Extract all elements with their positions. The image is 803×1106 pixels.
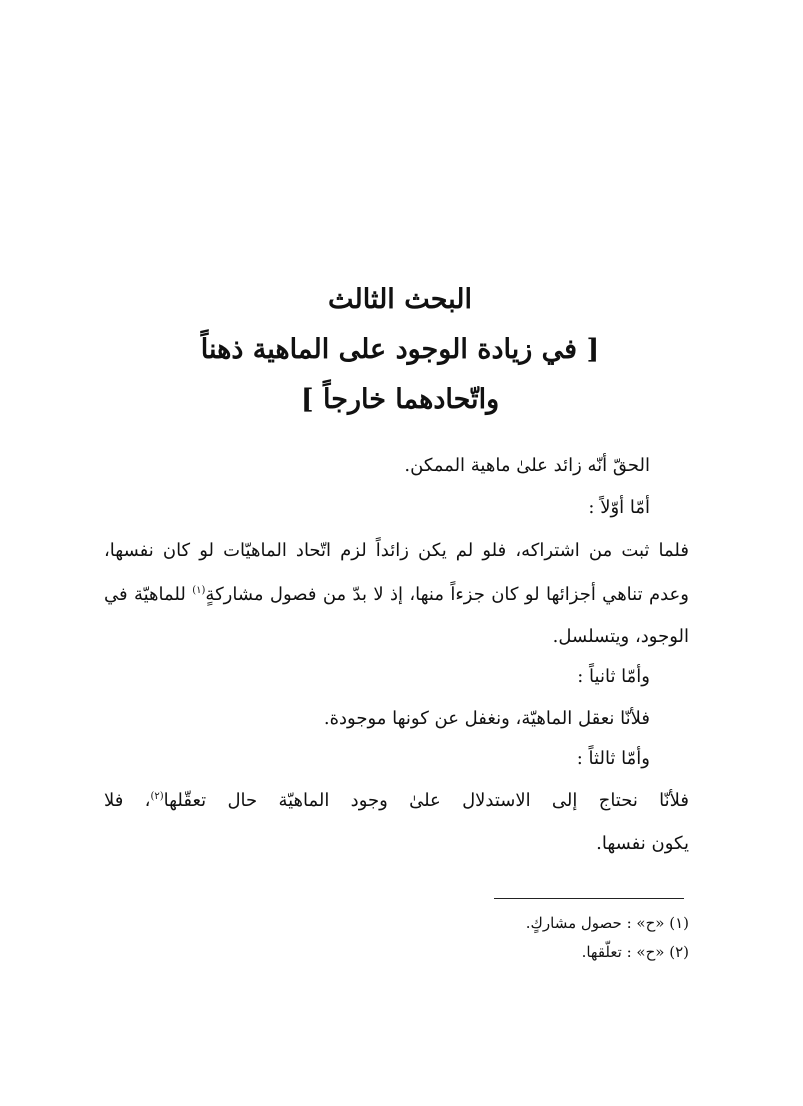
paragraph-first-line-1: فلما ثبت من اشتراكه، فلو لم يكن زائداً لزم اتّحاد الماهيّات لو كان نفسها، <box>104 540 689 561</box>
paragraph-thesis: الحقّ أنّه زائد علىٰ ماهية الممكن. <box>404 455 650 476</box>
footnote-1-number: (١) <box>669 914 689 932</box>
paragraph-first-line-3: الوجود، ويتسلسل. <box>552 626 689 647</box>
footnote-1 <box>526 916 689 931</box>
heading-second: وأمّا ثانياً : <box>577 666 650 687</box>
footnote-1-text: «ح» : حصول مشاركٍ. <box>525 914 665 932</box>
heading-first: أمّا أوّلاً : <box>588 497 650 518</box>
paragraph-third-line-1-text-a: فلأنّا نحتاج إلى الاستدلال علىٰ وجود الماهيّة حال تعقّلها <box>163 790 689 811</box>
paragraph-first-line-2-text-a: وعدم تناهي أجزائها لو كان جزءاً منها، إذ لا بدّ من فصول مشاركةٍ <box>205 584 689 605</box>
paragraph-third-line-1-text-b: ، فلا <box>104 790 151 811</box>
footnote-2 <box>582 945 689 960</box>
paragraph-second: فلأنّا نعقل الماهيّة، ونغفل عن كونها موجودة. <box>323 708 650 729</box>
paragraph-third-line-2: يكون نفسها. <box>596 833 689 854</box>
section-subtitle-line-1: [ في زيادة الوجود على الماهية ذهناً <box>200 334 600 365</box>
paragraph-first-line-2-text-b: للماهيّة في <box>104 584 193 605</box>
heading-third: وأمّا ثالثاً : <box>576 748 650 769</box>
footnote-marker-2: (٢) <box>150 791 164 802</box>
footnote-marker-1: (١) <box>192 585 206 596</box>
paragraph-first-line-2 <box>104 586 689 604</box>
section-subtitle-line-2: واتّحادهما خارجاً ] <box>300 384 500 415</box>
footnote-2-number: (٢) <box>669 943 689 961</box>
footnote-2-text: «ح» : تعلّقها. <box>581 943 665 961</box>
paragraph-third-line-1 <box>104 792 689 810</box>
section-title: البحث الثالث <box>327 284 473 315</box>
footnote-separator <box>494 898 684 899</box>
